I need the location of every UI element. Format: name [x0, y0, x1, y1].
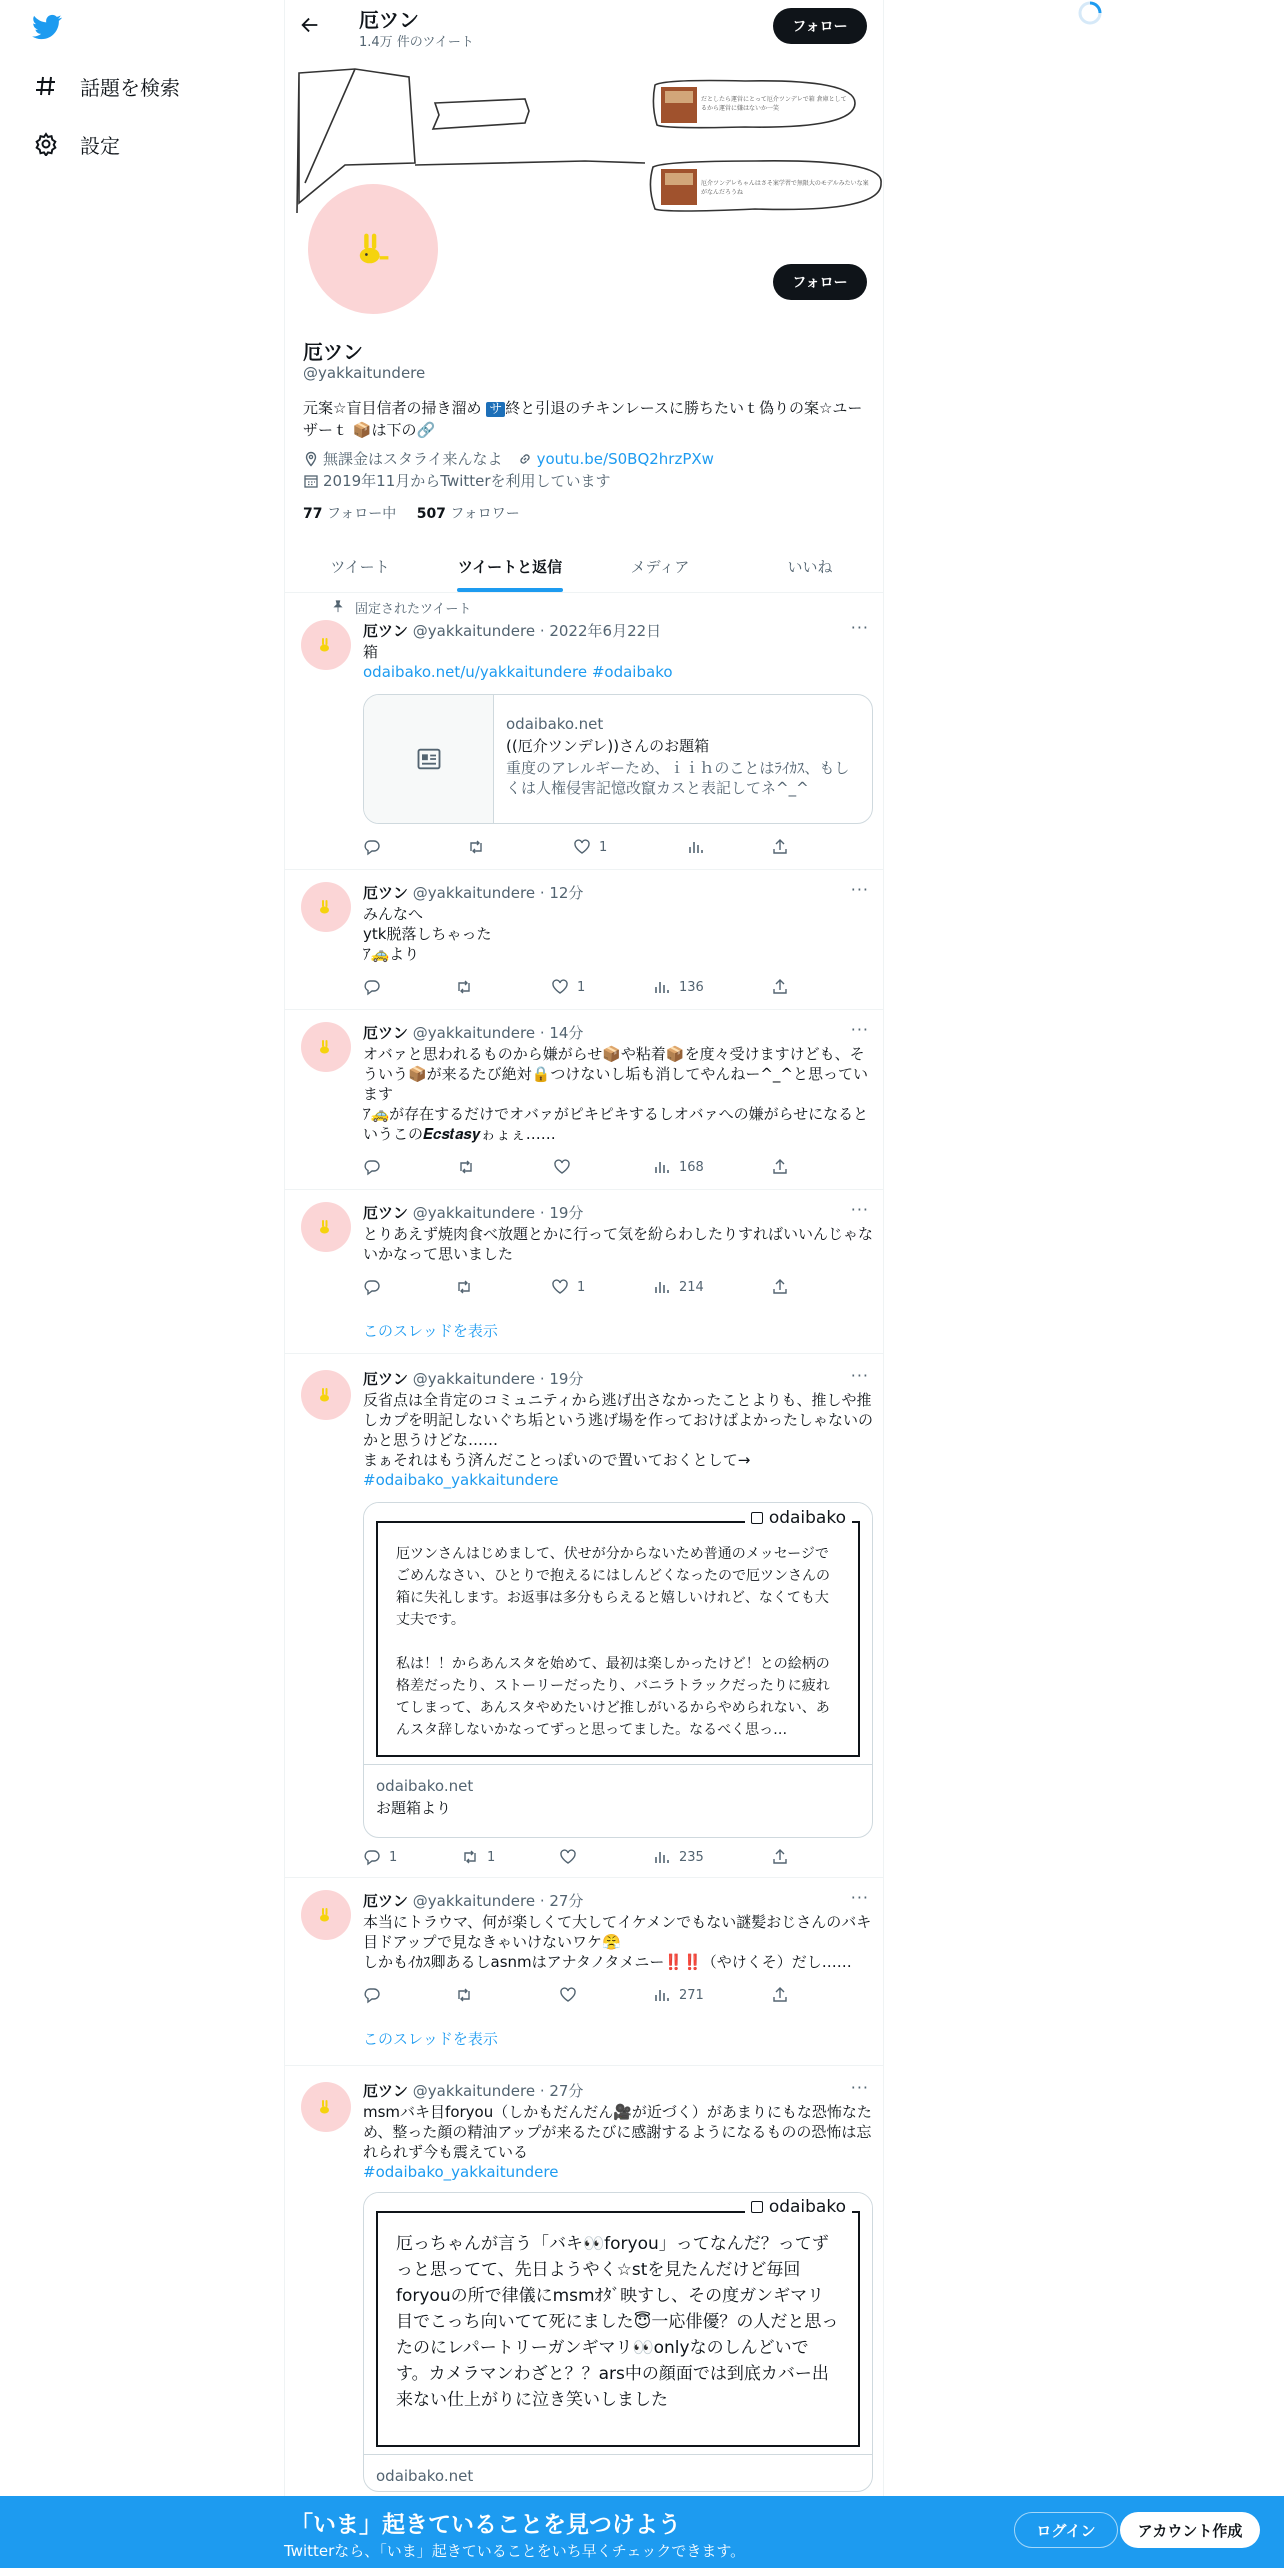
more-options-icon[interactable]: ···	[850, 618, 869, 637]
like-button[interactable]	[559, 1846, 585, 1868]
profile-joined: 2019年11月からTwitterを利用しています	[323, 472, 611, 490]
heart-icon	[551, 1278, 569, 1296]
share-button[interactable]	[771, 1276, 797, 1298]
tweet-header: 厄ツン @yakkaitundere · 14分	[363, 1024, 584, 1042]
back-arrow-icon[interactable]	[299, 14, 323, 38]
retweet-icon	[461, 1848, 479, 1866]
banner-note-2: 厄介ツンデレちゃんはさそ案学習で無限大のモデルみたいな案がなんだろうね	[701, 180, 869, 196]
views-button[interactable]	[687, 836, 713, 858]
profile-bio	[303, 398, 869, 440]
yellow-rabbit-icon	[316, 897, 336, 917]
box-icon	[751, 2201, 763, 2213]
calendar-icon	[303, 473, 319, 489]
yellow-rabbit-icon	[316, 1385, 336, 1405]
retweet-icon	[455, 1278, 473, 1296]
twitter-logo-icon[interactable]	[30, 12, 70, 44]
retweet-icon	[457, 1158, 475, 1176]
yellow-rabbit-icon	[316, 2097, 336, 2117]
avatar[interactable]	[301, 2082, 351, 2132]
tab-tweets-and-replies[interactable]: ツイートと返信	[435, 540, 585, 592]
bio-text-end: 終と引退のチキンレースに勝ちたいｔ偽りの案☆ユーザーｔ 📦は下の🔗	[303, 399, 863, 439]
hashtag-icon	[32, 72, 60, 100]
retweet-icon	[455, 978, 473, 996]
reply-icon	[363, 1986, 381, 2004]
following-link[interactable]: 77 フォロー中	[303, 506, 397, 522]
tweet-header: 厄ツン @yakkaitundere · 2022年6月22日	[363, 622, 662, 640]
profile-avatar[interactable]	[304, 180, 442, 318]
retweet-button[interactable]	[457, 1156, 483, 1178]
tweet-text: 本当にトラウマ、何が楽しくて大してイケメンでもない謎髪おじさんのバキ目ドアップで見なきゃいけないワケ😤 しかもｲｶｽ卿あるしasnmはアナタノタメニー‼️‼️（やけくそ）だし……	[363, 1913, 872, 1971]
signup-banner-title: 「いま」起きていることを見つけよう	[290, 2512, 681, 2538]
odaibako-image	[364, 2193, 873, 2455]
odaibako-frame	[376, 2211, 860, 2447]
share-icon	[771, 1986, 789, 2004]
show-thread-link[interactable]: このスレッドを表示	[363, 2030, 498, 2048]
avatar[interactable]	[301, 1202, 351, 1252]
tweet-hashtag[interactable]: #odaibako_yakkaitundere	[363, 1471, 559, 1489]
article-icon	[364, 695, 494, 823]
reply-icon	[363, 1278, 381, 1296]
box-icon	[751, 1512, 763, 1524]
tweet-header: 厄ツン @yakkaitundere · 19分	[363, 1204, 584, 1222]
odaibako-card[interactable]	[363, 2192, 873, 2492]
followers-link[interactable]: 507 フォロワー	[416, 506, 520, 522]
avatar[interactable]	[301, 1890, 351, 1940]
main-column	[284, 0, 884, 2568]
share-button[interactable]	[771, 1984, 797, 2006]
retweet-button[interactable]	[455, 1984, 481, 2006]
follow-stats	[303, 503, 520, 523]
like-button[interactable]: 1	[573, 836, 607, 858]
tweet[interactable]	[285, 1354, 884, 1878]
tab-tweets[interactable]: ツイート	[330, 557, 390, 576]
views-icon	[687, 838, 705, 856]
tab-media[interactable]: メディア	[630, 557, 690, 576]
tweet-text: 箱	[363, 643, 379, 661]
heart-icon	[559, 1848, 577, 1866]
heart-icon	[559, 1986, 577, 2004]
tweet-text: オバァと思われるものから嫌がらせ📦や粘着📦を度々受けますけども、そういう📦が来るたび絶対🔒つけないし垢も消してやんねー^_^と思っています ｱ🚕が存在するだけでオバァがピキピキするしオバァへの嫌がらせになるというこの𝑬𝒄𝒔𝒕𝒂𝒔𝒚ゎょぇ……	[363, 1045, 869, 1143]
yellow-rabbit-icon	[316, 1037, 336, 1057]
profile-name: 厄ツン	[303, 340, 363, 364]
signup-banner	[0, 2496, 1284, 2568]
reply-button[interactable]	[363, 836, 389, 858]
profile-follow-button[interactable]: フォロー	[773, 264, 867, 300]
tweet[interactable]	[285, 870, 884, 1010]
more-options-icon[interactable]: ···	[850, 1366, 869, 1385]
share-icon	[771, 1278, 789, 1296]
tweet-header: 厄ツン @yakkaitundere · 27分	[363, 1892, 584, 1910]
retweet-button[interactable]	[467, 836, 493, 858]
views-button[interactable]: 136	[653, 976, 704, 998]
nav-settings-label: 設定	[80, 133, 120, 158]
like-button[interactable]	[553, 1156, 579, 1178]
share-icon	[771, 978, 789, 996]
show-thread-link[interactable]: このスレッドを表示	[363, 1322, 498, 1340]
link-icon	[517, 451, 533, 467]
loading-spinner-icon	[1073, 0, 1107, 26]
reply-icon	[363, 1158, 381, 1176]
views-button[interactable]: 235	[653, 1846, 704, 1868]
odaibako-frame	[376, 1521, 860, 1757]
tweet-link[interactable]: odaibako.net/u/yakkaitundere #odaibako	[363, 663, 673, 681]
retweet-button[interactable]	[455, 976, 481, 998]
link-card[interactable]	[363, 694, 873, 824]
avatar[interactable]	[301, 1370, 351, 1420]
reply-button[interactable]	[363, 1276, 389, 1298]
odaibako-message: 厄ツンさんはじめまして、伏せが分からないため普通のメッセージでごめんなさい、ひとりで抱えるにはしんどくなったので厄ツンさんの箱に失礼します。お返事は多分もらえると嬉しいけれど、なくても大丈夫です。 私は！！からあんスタを始めて、最初は楽しかったけど！との絵柄の格差だったり、ストーリーだったり、バニラトラックだったりに疲れてしまって、あんスタやめたいけど推しがいるからやめられない、あんスタ辞しないかなってずっと思ってました。なるべく思っ…	[396, 1546, 830, 1738]
reply-icon	[363, 838, 381, 856]
profile-meta-row	[303, 448, 714, 469]
more-options-icon[interactable]: ···	[850, 2078, 869, 2097]
like-button[interactable]: 1	[551, 976, 585, 998]
tweet-pinned[interactable]	[285, 594, 884, 870]
more-options-icon[interactable]: ···	[850, 1020, 869, 1039]
header-name: 厄ツン	[359, 8, 419, 32]
location-icon	[303, 451, 319, 467]
share-button[interactable]	[771, 976, 797, 998]
tweet[interactable]	[285, 2066, 884, 2568]
tweet-actions	[363, 1846, 803, 1868]
share-button[interactable]	[771, 836, 797, 858]
retweet-button[interactable]: 1	[461, 1846, 495, 1868]
retweet-icon	[467, 838, 485, 856]
like-button[interactable]	[559, 1984, 585, 2006]
views-icon	[653, 1986, 671, 2004]
login-button[interactable]: ログイン	[1014, 2512, 1118, 2548]
tweet-header: 厄ツン @yakkaitundere · 27分	[363, 2082, 584, 2100]
heart-icon	[551, 978, 569, 996]
card-description: 重度のアレルギーため、ｉｉｈのことはﾗｲｶｽ、もしくは人権侵害記憶改竄カスと表記してネ^_^	[506, 759, 850, 797]
yellow-rabbit-icon	[351, 227, 395, 271]
tweet-actions	[363, 1276, 803, 1298]
profile-location: 無課金はスタライ来んなよ	[323, 450, 503, 468]
tweet-text: とりあえず焼肉食べ放題とかに行って気を紛らわしたりすればいいんじゃないかなって思いました	[363, 1225, 874, 1263]
tweet-text: msmバキ目foryou（しかもだんだん🎥が近づく）があまりにもな恐怖なため、整った顔の精油アップが来るたびに感謝するようになるものの恐怖は忘れられず今も震えている	[363, 2103, 872, 2161]
header-tweet-count: 1.4万 件のツイート	[359, 35, 474, 50]
signup-banner-subtitle: Twitterなら、「いま」起きていることをいち早くチェックできます。	[284, 2542, 746, 2560]
signup-button[interactable]: アカウント作成	[1120, 2512, 1260, 2548]
tab-likes[interactable]: いいね	[787, 557, 833, 576]
nav-explore-label: 話題を検索	[80, 75, 180, 100]
left-nav	[0, 0, 284, 2568]
tweet[interactable]	[285, 1190, 884, 1354]
banner-note-1: だとしたら運営にとって厄介ツンデレで箱 倉庫としてるから運営に嫌はないか一笑	[701, 96, 847, 112]
pin-icon	[331, 599, 345, 617]
tweet-actions	[363, 1984, 803, 2006]
more-options-icon[interactable]: ···	[850, 1200, 869, 1219]
reply-button[interactable]	[363, 1984, 389, 2006]
retweet-icon	[455, 1986, 473, 2004]
views-icon	[653, 1848, 671, 1866]
heart-icon	[573, 838, 591, 856]
gear-icon	[32, 130, 60, 158]
more-options-icon[interactable]: ···	[850, 1888, 869, 1907]
yellow-rabbit-icon	[316, 635, 336, 655]
card-title: お題箱より	[376, 1799, 452, 1817]
card-title: ((厄介ツンデレ))さんのお題箱	[506, 737, 710, 755]
views-button[interactable]: 271	[653, 1984, 704, 2006]
views-button[interactable]: 168	[653, 1156, 704, 1178]
bio-badge: サ	[486, 402, 505, 417]
like-button[interactable]: 1	[551, 1276, 585, 1298]
tweet[interactable]	[285, 1010, 884, 1190]
more-options-icon[interactable]: ···	[850, 880, 869, 899]
yellow-rabbit-icon	[316, 1905, 336, 1925]
card-domain: odaibako.net	[376, 2467, 474, 2485]
reply-button[interactable]	[363, 976, 389, 998]
reply-button[interactable]	[363, 1156, 389, 1178]
odaibako-message: 厄っちゃんが言う「バキ👀foryou」ってなんだ？ってずっと思ってて、先日ようやく☆stを見たんだけど毎回foryouの所で律儀にmsmｵﾀﾞ映すし、その度ガンギマリ目でこっち向いてて死にました😇一応俳優？の人だと思ったのにレパートリーガンギマリ👀onlyなのしんどいです。カメラマンわざと？？ars中の顔面では到底カバー出来ない仕上がりに泣き笑いしました	[396, 2234, 839, 2410]
pinned-indicator: 固定されたツイート	[331, 598, 471, 617]
tweet-text: 反省点は全肯定のコミュニティから逃げ出さなかったことよりも、推しや推しカプを明記しないぐち垢という逃げ場を作っておけばよかったしゃないのかと思うけどな…… まぁそれはもう済んだことっぽいので置いておくとして→	[363, 1391, 874, 1469]
heart-icon	[553, 1158, 571, 1176]
views-button[interactable]: 214	[653, 1276, 704, 1298]
reply-icon	[363, 978, 381, 996]
tweet-text: みんなへ ytk脱落しちゃった ｱ🚕より	[363, 905, 492, 963]
share-button[interactable]	[771, 1156, 797, 1178]
views-icon	[653, 1278, 671, 1296]
avatar[interactable]	[301, 1022, 351, 1072]
tweet-hashtag[interactable]: #odaibako_yakkaitundere	[363, 2163, 559, 2181]
header-follow-button[interactable]: フォロー	[773, 8, 867, 44]
views-icon	[653, 978, 671, 996]
yellow-rabbit-icon	[316, 1217, 336, 1237]
share-button[interactable]	[771, 1846, 797, 1868]
card-domain: odaibako.net	[506, 715, 604, 733]
tweet-actions	[363, 836, 803, 858]
profile-joined-row	[303, 470, 611, 491]
share-icon	[771, 1848, 789, 1866]
odaibako-brand: odaibako	[745, 1508, 852, 1528]
avatar[interactable]	[301, 620, 351, 670]
tweet-header: 厄ツン @yakkaitundere · 12分	[363, 884, 584, 902]
profile-url[interactable]: youtu.be/S0BQ2hrzPXw	[536, 449, 714, 468]
retweet-button[interactable]	[455, 1276, 481, 1298]
reply-icon	[363, 1848, 381, 1866]
nav-settings[interactable]	[32, 124, 120, 164]
tweet[interactable]	[285, 1878, 884, 2066]
profile-handle: @yakkaitundere	[303, 364, 426, 382]
odaibako-image	[364, 1503, 873, 1765]
profile-tabs	[285, 540, 884, 593]
odaibako-card[interactable]	[363, 1502, 873, 1838]
avatar[interactable]	[301, 882, 351, 932]
nav-explore[interactable]	[32, 66, 180, 106]
share-icon	[771, 1158, 789, 1176]
tweet-actions	[363, 1156, 803, 1178]
bio-text-start: 元案☆盲目信者の掃き溜め	[303, 399, 487, 417]
reply-button[interactable]: 1	[363, 1846, 397, 1868]
profile-header-bar	[285, 0, 884, 53]
share-icon	[771, 838, 789, 856]
views-icon	[653, 1158, 671, 1176]
odaibako-brand: odaibako	[745, 2197, 852, 2217]
tweet-actions	[363, 976, 803, 998]
tweet-header: 厄ツン @yakkaitundere · 19分	[363, 1370, 584, 1388]
card-domain: odaibako.net	[376, 1777, 474, 1795]
